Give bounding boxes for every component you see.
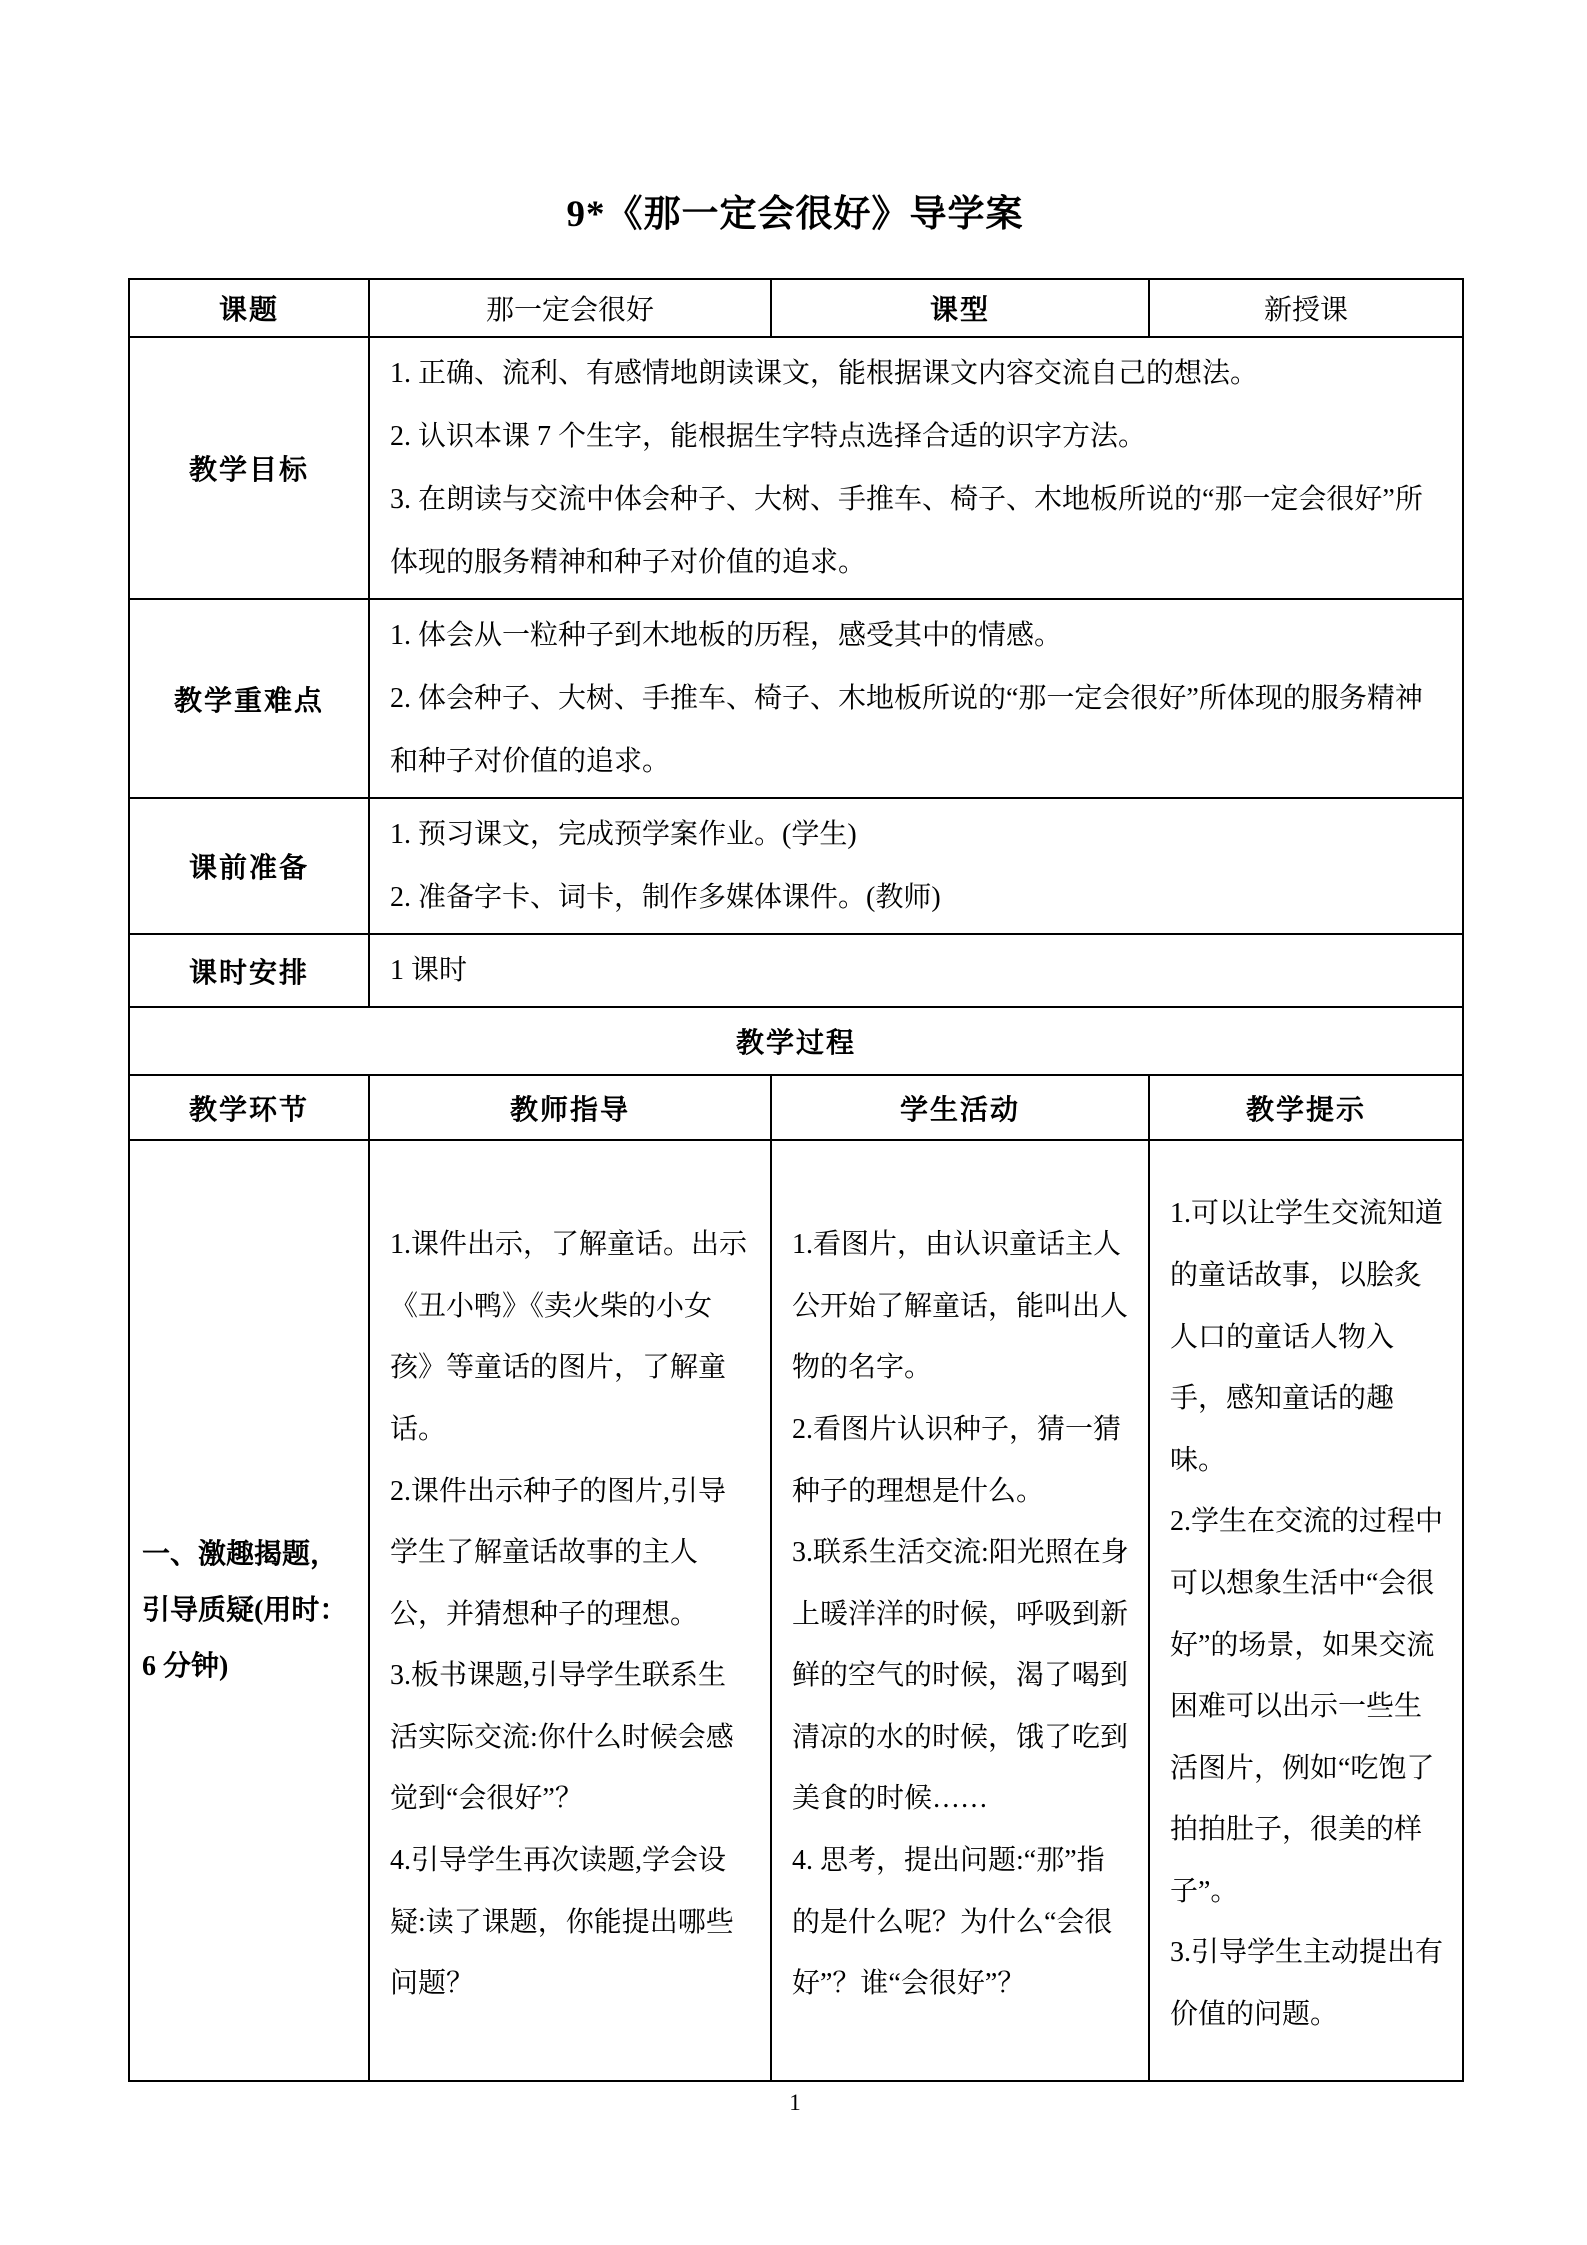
paragraph: 1.课件出示，了解童话。出示《丑小鸭》《卖火柴的小女孩》等童话的图片，了解童话。 <box>390 1229 748 1445</box>
paragraph: 1 课时 <box>390 955 468 986</box>
stage-cell: 一、激趣揭题，引导质疑(用时：6 分钟) <box>129 1140 369 2081</box>
paragraph: 1. 正确、流利、有感情地朗读课文，能根据课文内容交流自己的想法。 <box>390 358 1259 389</box>
preparation-content <box>369 798 1463 934</box>
process-title: 教学过程 <box>129 1007 1463 1075</box>
table-row-focus <box>129 599 1463 798</box>
table-row-process-header <box>129 1075 1463 1140</box>
paragraph: 1.看图片，由认识童话主人公开始了解童话，能叫出人物的名字。 <box>792 1229 1129 1384</box>
table-row-schedule <box>129 934 1463 1007</box>
topic-label: 课题 <box>129 279 369 337</box>
paragraph: 4. 思考，提出问题:“那”指的是什么呢？为什么“会很好”？谁“会很好”？ <box>792 1845 1113 2000</box>
paragraph: 2.学生在交流的过程中可以想象生活中“会很好”的场景，如果交流困难可以出示一些生活图片，例如“吃饱了拍拍肚子，很美的样子”。 <box>1170 1506 1444 1907</box>
focus-content <box>369 599 1463 798</box>
course-type-value: 新授课 <box>1149 279 1463 337</box>
paragraph: 2. 准备字卡、词卡，制作多媒体课件。(教师) <box>390 882 941 913</box>
paragraph: 2. 认识本课 7 个生字，能根据生字特点选择合适的识字方法。 <box>390 421 1147 452</box>
table-row-goals <box>129 337 1463 599</box>
page-number: 1 <box>789 2090 801 2115</box>
table-row-process-body <box>129 1140 1463 2081</box>
table-row-preparation <box>129 798 1463 934</box>
table-row-topic <box>129 279 1463 337</box>
paragraph: 1. 预习课文，完成预学案作业。(学生) <box>390 819 857 850</box>
paragraph: 1. 体会从一粒种子到木地板的历程，感受其中的情感。 <box>390 620 1063 651</box>
table-row-process-title <box>129 1007 1463 1075</box>
column-header-stage: 教学环节 <box>129 1075 369 1140</box>
topic-value: 那一定会很好 <box>369 279 771 337</box>
column-header-teacher: 教师指导 <box>369 1075 771 1140</box>
student-activity-cell <box>771 1140 1149 2081</box>
lesson-plan-table <box>128 278 1464 2082</box>
paragraph: 2.课件出示种子的图片,引导学生了解童话故事的主人公，并猜想种子的理想。 <box>390 1475 727 1630</box>
teacher-guidance-cell <box>369 1140 771 2081</box>
focus-label: 教学重难点 <box>129 599 369 798</box>
goals-content <box>369 337 1463 599</box>
paragraph: 4.引导学生再次读题,学会设疑:读了课题，你能提出哪些问题？ <box>390 1845 734 2000</box>
column-header-tips: 教学提示 <box>1149 1075 1463 1140</box>
schedule-content <box>369 934 1463 1007</box>
schedule-label: 课时安排 <box>129 934 369 1007</box>
course-type-label: 课型 <box>771 279 1149 337</box>
paragraph: 2.看图片认识种子，猜一猜种子的理想是什么。 <box>792 1413 1122 1507</box>
paragraph: 3.板书课题,引导学生联系生活实际交流:你什么时候会感觉到“会很好”？ <box>390 1660 734 1815</box>
goals-label: 教学目标 <box>129 337 369 599</box>
paragraph: 3. 在朗读与交流中体会种子、大树、手推车、椅子、木地板所说的“那一定会很好”所体现的服务精神和种子对价值的追求。 <box>390 484 1423 578</box>
document-title: 9*《那一定会很好》导学案 <box>566 194 1024 235</box>
teaching-tips-cell <box>1149 1140 1463 2081</box>
preparation-label: 课前准备 <box>129 798 369 934</box>
paragraph: 3.联系生活交流:阳光照在身上暖洋洋的时候，呼吸到新鲜的空气的时候，渴了喝到清凉的水的时候，饿了吃到美食的时候…… <box>792 1537 1129 1815</box>
paragraph: 2. 体会种子、大树、手推车、椅子、木地板所说的“那一定会很好”所体现的服务精神和种子对价值的追求。 <box>390 683 1423 777</box>
paragraph: 3.引导学生主动提出有价值的问题。 <box>1170 1937 1444 2031</box>
paragraph: 1.可以让学生交流知道的童话故事，以脍炙人口的童话人物入手，感知童话的趣味。 <box>1170 1198 1444 1476</box>
column-header-student: 学生活动 <box>771 1075 1149 1140</box>
